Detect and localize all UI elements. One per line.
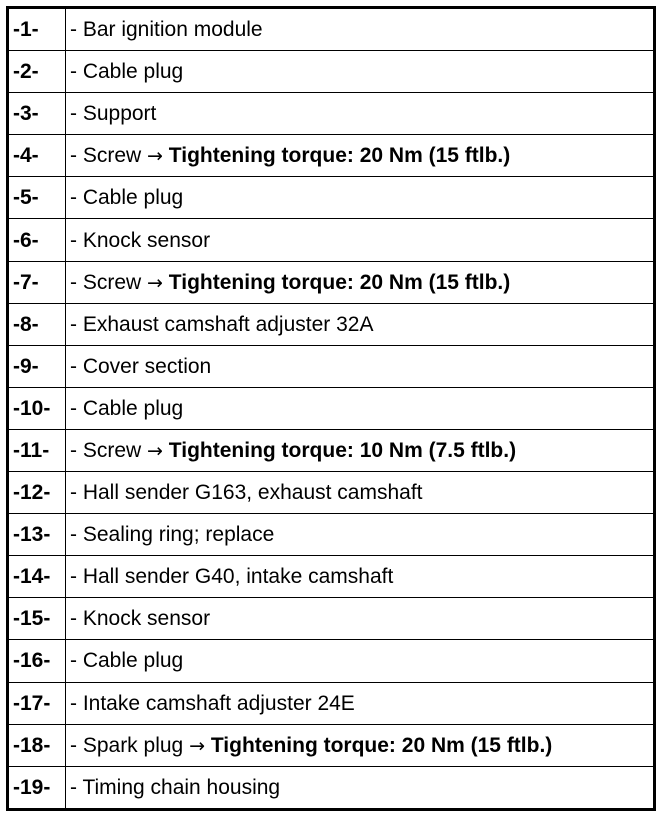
table-row — [8, 514, 655, 556]
item-label: - Cable plug — [70, 649, 184, 673]
arrow-icon: → — [147, 271, 163, 294]
table-row — [8, 472, 655, 514]
item-label: - Cable plug — [70, 60, 184, 84]
item-description — [66, 556, 655, 598]
item-label: - Cable plug — [70, 396, 184, 420]
item-label: - Hall sender G40, intake camshaft — [70, 565, 394, 589]
table-row — [8, 303, 655, 345]
table-row — [8, 8, 655, 51]
item-number: -13- — [8, 514, 66, 556]
item-number: -11- — [8, 429, 66, 471]
item-number: -1- — [8, 8, 66, 51]
table-row — [8, 345, 655, 387]
arrow-icon: → — [147, 145, 163, 168]
table-row — [8, 429, 655, 471]
table-row — [8, 766, 655, 809]
item-label: - Screw — [70, 270, 142, 294]
item-label: - Spark plug — [70, 733, 184, 757]
item-description — [66, 303, 655, 345]
item-description — [66, 261, 655, 303]
item-description — [66, 345, 655, 387]
item-description — [66, 514, 655, 556]
item-number: -7- — [8, 261, 66, 303]
item-number: -8- — [8, 303, 66, 345]
item-description — [66, 51, 655, 93]
arrow-icon: → — [189, 734, 205, 757]
table-row — [8, 93, 655, 135]
item-number: -10- — [8, 387, 66, 429]
item-label: - Knock sensor — [70, 228, 211, 252]
item-description — [66, 387, 655, 429]
table-row — [8, 724, 655, 766]
item-label: - Bar ignition module — [70, 18, 263, 42]
item-label: - Knock sensor — [70, 607, 211, 631]
item-description — [66, 177, 655, 219]
torque-spec: Tightening torque: 20 Nm (15 ftlb.) — [168, 270, 511, 294]
item-number: -3- — [8, 93, 66, 135]
item-description — [66, 8, 655, 51]
item-number: -2- — [8, 51, 66, 93]
item-description — [66, 219, 655, 261]
table-row — [8, 598, 655, 640]
table-row — [8, 51, 655, 93]
item-description — [66, 766, 655, 809]
item-label: - Screw — [70, 438, 142, 462]
item-number: -15- — [8, 598, 66, 640]
parts-legend-table — [6, 6, 656, 811]
item-number: -18- — [8, 724, 66, 766]
item-number: -16- — [8, 640, 66, 682]
table-row — [8, 261, 655, 303]
item-description — [66, 640, 655, 682]
item-label: - Sealing ring; replace — [70, 523, 275, 547]
torque-spec: Tightening torque: 10 Nm (7.5 ftlb.) — [168, 438, 517, 462]
torque-spec: Tightening torque: 20 Nm (15 ftlb.) — [210, 733, 553, 757]
table-row — [8, 556, 655, 598]
item-number: -19- — [8, 766, 66, 809]
table-row — [8, 219, 655, 261]
item-number: -14- — [8, 556, 66, 598]
item-label: - Exhaust camshaft adjuster 32A — [70, 312, 374, 336]
item-number: -9- — [8, 345, 66, 387]
item-description — [66, 724, 655, 766]
arrow-icon: → — [147, 439, 163, 462]
item-number: -5- — [8, 177, 66, 219]
item-label: - Cover section — [70, 354, 212, 378]
torque-spec: Tightening torque: 20 Nm (15 ftlb.) — [168, 144, 511, 168]
item-label: - Timing chain housing — [70, 775, 281, 799]
item-description — [66, 682, 655, 724]
table-row — [8, 640, 655, 682]
item-description — [66, 135, 655, 177]
item-description — [66, 429, 655, 471]
table-row — [8, 387, 655, 429]
item-number: -6- — [8, 219, 66, 261]
table-row — [8, 177, 655, 219]
item-label: - Cable plug — [70, 186, 184, 210]
item-description — [66, 598, 655, 640]
item-label: - Screw — [70, 144, 142, 168]
item-number: -17- — [8, 682, 66, 724]
item-label: - Intake camshaft adjuster 24E — [70, 691, 355, 715]
item-number: -12- — [8, 472, 66, 514]
item-label: - Hall sender G163, exhaust camshaft — [70, 481, 423, 505]
table-row — [8, 135, 655, 177]
item-number: -4- — [8, 135, 66, 177]
item-description — [66, 93, 655, 135]
table-row — [8, 682, 655, 724]
item-label: - Support — [70, 102, 157, 126]
item-description — [66, 472, 655, 514]
